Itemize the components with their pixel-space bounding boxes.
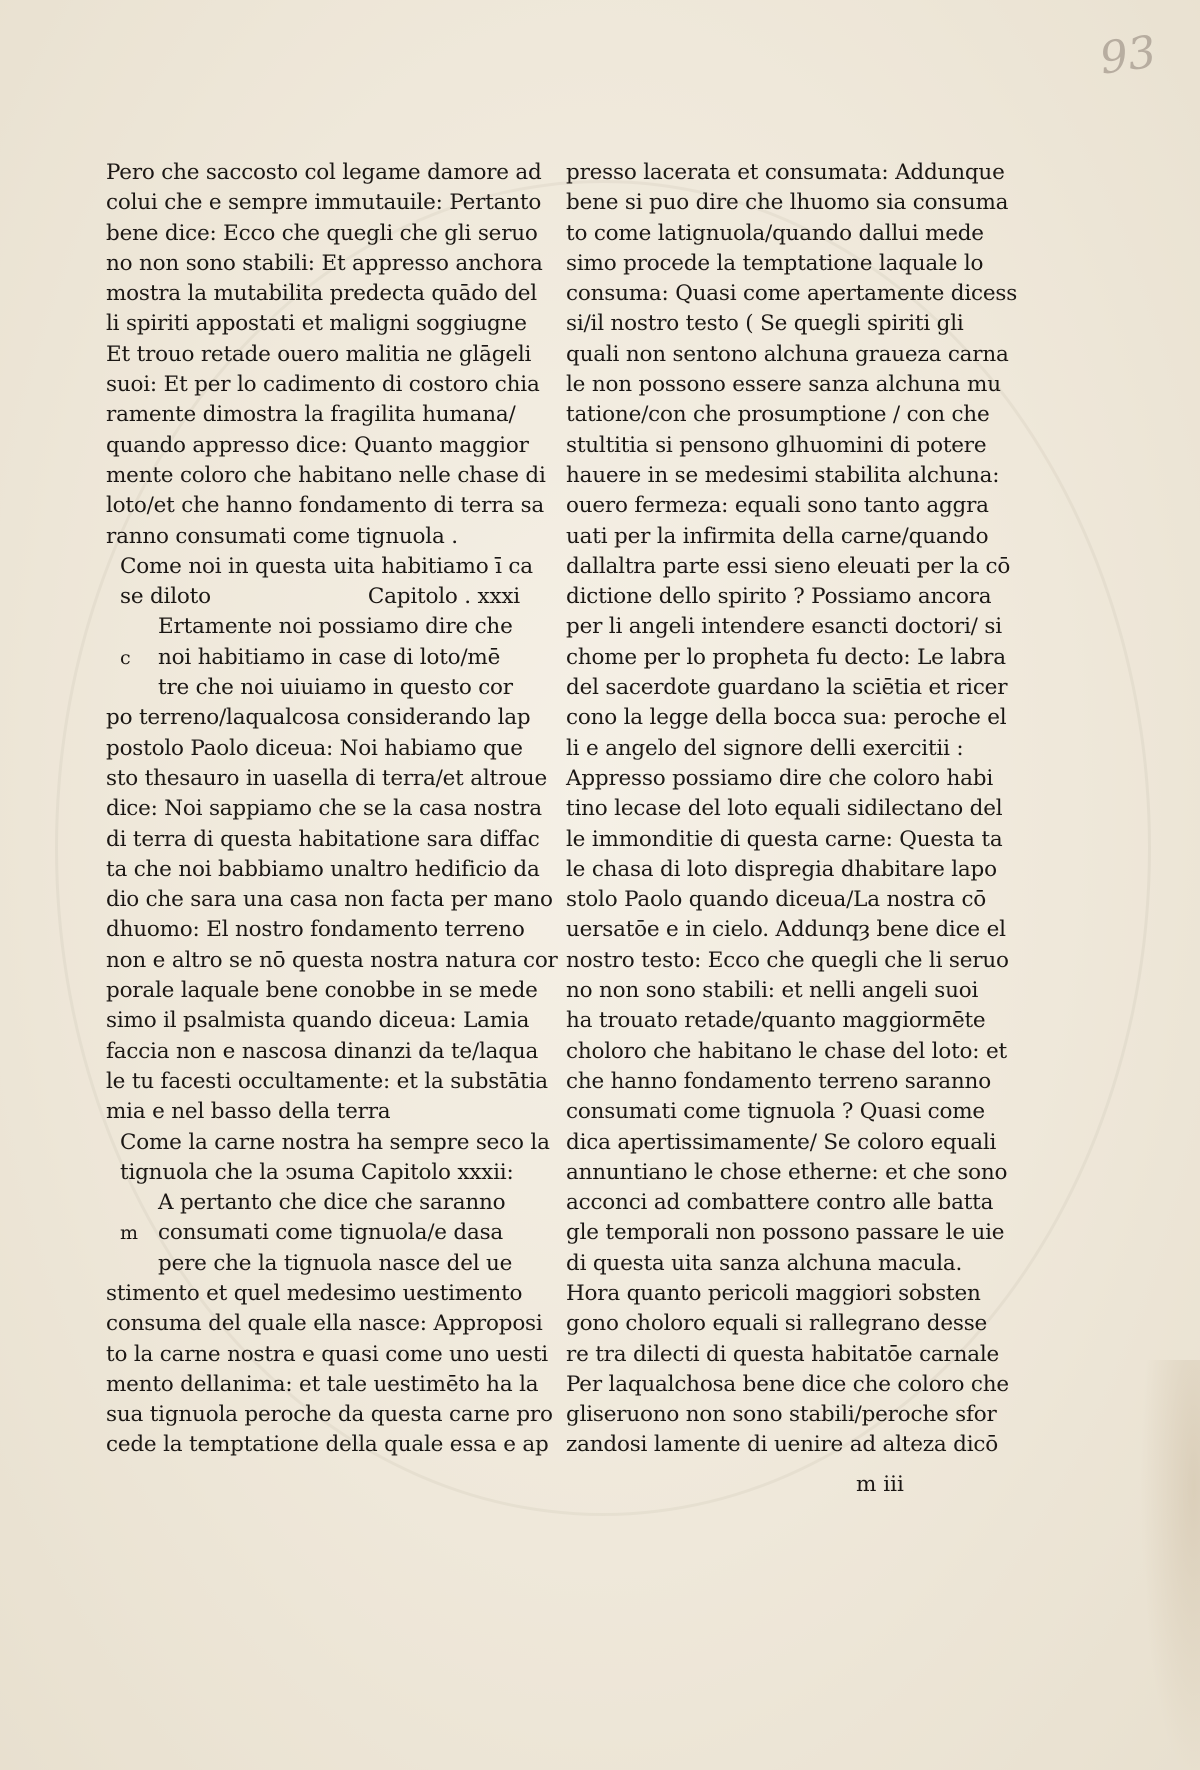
text-line: ha trouato retade/quanto maggiormēte [566, 1008, 986, 1034]
chapter-heading-31-line-1: Come noi in questa uita habitiamo ī ca [120, 553, 533, 579]
initial-line-2 [106, 643, 526, 673]
left-paragraph-1 [106, 158, 546, 552]
chapter-heading-32-line-2: tignuola che la ↄsuma Capitolo xxxii: [120, 1159, 514, 1185]
text-line: noi habitiamo in case di loto/mē [158, 644, 501, 670]
text-line: Per laqualchosa bene dice che coloro che [566, 1371, 1009, 1397]
text-line: simo il psalmista quando diceua: Lamia [106, 1008, 530, 1034]
text-line: postolo Paolo diceua: Noi habiamo que [106, 735, 523, 761]
text-line: le chasa di loto dispregia dhabitare lapo [566, 856, 997, 882]
initial-line-1 [106, 612, 526, 642]
text-line: dhuomo: El nostro fondamento terreno [106, 917, 525, 943]
initial-line-2 [106, 1218, 526, 1248]
text-line: tre che noi uiuiamo in questo cor [158, 675, 513, 701]
text-line: Et trouo retade ouero malitia ne glāgeli [106, 341, 532, 367]
folio-number: 93 [1096, 26, 1160, 85]
text-line: hauere in se medesimi stabilita alchuna: [566, 462, 1000, 488]
text-line: Hora quanto pericoli maggiori sobsten [566, 1280, 981, 1306]
chapter-number-label: Capitolo . xxxi [367, 584, 520, 610]
text-line: A pertanto che dice che saranno [158, 1190, 506, 1216]
signature-mark: m iii [856, 1472, 904, 1497]
text-line: suoi: Et per lo cadimento di costoro chia [106, 372, 540, 398]
text-line: tatione/con che prosumptione / con che [566, 402, 990, 428]
text-line: annuntiano le chose etherne: et che sono [566, 1159, 1008, 1185]
text-line: mostra la mutabilita predecta quādo del [106, 281, 537, 307]
text-line: stolo Paolo quando diceua/La nostra cō [566, 887, 987, 913]
text-line: li spiriti appostati et maligni soggiugne [106, 311, 527, 337]
text-line: re tra dilecti di questa habitatōe carnale [566, 1341, 1000, 1367]
text-line: loto/et che hanno fondamento di terra sa [106, 493, 545, 519]
text-line: no non sono stabili: et nelli angeli suoi [566, 978, 979, 1004]
text-line: Ertamente noi possiamo dire che [158, 614, 513, 640]
text-line: ta che noi babbiamo unaltro hedificio da [106, 856, 540, 882]
text-line: ranno consumati come tignuola . [106, 523, 458, 549]
right-column [566, 158, 1018, 1461]
text-line: che hanno fondamento terreno saranno [566, 1068, 991, 1094]
text-line: per li angeli intendere esancti doctori/ si [566, 614, 1002, 640]
text-line: nostro testo: Ecco che quegli che li seruo [566, 947, 1009, 973]
text-line: consumati come tignuola/e dasa [158, 1220, 504, 1246]
text-line: to come latignuola/quando dallui mede [566, 220, 984, 246]
text-line: consuma del quale ella nasce: Approposi [106, 1311, 543, 1337]
text-line: cono la legge della bocca sua: peroche el [566, 705, 1007, 731]
text-line: dallaltra parte essi sieno eleuati per la cō [566, 553, 1011, 579]
text-line: di questa uita sanza alchuna macula. [566, 1250, 963, 1276]
text-line: pere che la tignuola nasce del ue [158, 1250, 513, 1276]
text-line: dio che sara una casa non facta per mano [106, 887, 553, 913]
edge-stain [1140, 1360, 1200, 1770]
text-line: bene si puo dire che lhuomo sia consuma [566, 190, 1009, 216]
text-line: chome per lo propheta fu decto: Le labra [566, 644, 1006, 670]
text-line: no non sono stabili: Et appresso anchora [106, 250, 543, 276]
text-line: mia e nel basso della terra [106, 1099, 391, 1125]
chapter-heading-32-line-1: Come la carne nostra ha sempre seco la [120, 1129, 550, 1155]
text-line: choloro che habitano le chase del loto: et [566, 1038, 1007, 1064]
text-line: le immonditie di questa carne: Questa ta [566, 826, 1003, 852]
left-column [106, 158, 558, 1461]
text-line: quali non sentono alchuna graueza carna [566, 341, 1009, 367]
text-line: Appresso possiamo dire che coloro habi [566, 765, 994, 791]
text-line: del sacerdote guardano la sciētia et ricer [566, 675, 1008, 701]
text-line: colui che e sempre immutauile: Pertanto [106, 190, 542, 216]
guide-letter-c: c [120, 646, 131, 669]
right-text [566, 158, 1018, 1461]
text-line: bene dice: Ecco che quegli che gli seruo [106, 220, 538, 246]
text-line: faccia non e nascosa dinanzi da te/laqua [106, 1038, 539, 1064]
text-line: sua tignuola peroche da questa carne pro [106, 1402, 553, 1428]
text-line: di terra di questa habitatione sara diffac [106, 826, 540, 852]
initial-line-1 [106, 1188, 526, 1218]
text-line: dice: Noi sappiamo che se la casa nostra [106, 796, 542, 822]
text-line: presso lacerata et consumata: Addunque [566, 160, 1005, 185]
text-line: acconci ad combattere contro alle batta [566, 1190, 994, 1216]
text-line: uati per la infirmita della carne/quando [566, 523, 989, 549]
text-line: quando appresso dice: Quanto maggior [106, 432, 529, 458]
text-line: consuma: Quasi come apertamente dicess [566, 281, 1018, 307]
text-line: simo procede la temptatione laquale lo [566, 250, 984, 276]
text-line: dictione dello spirito ? Possiamo ancora [566, 584, 992, 610]
left-paragraph-2 [106, 703, 558, 1127]
text-line: le non possono essere sanza alchuna mu [566, 372, 1001, 398]
text-line: Pero che saccosto col legame damore ad [106, 160, 542, 185]
text-line: consumati come tignuola ? Quasi come [566, 1099, 985, 1125]
text-line: uersatōe e in cielo. Addunqȝ bene dice el [566, 917, 1006, 943]
text-line: stultitia si pensono glhuomini di potere [566, 432, 987, 458]
chapter-heading-31-line-2 [106, 582, 526, 612]
text-line: gono choloro equali si rallegrano desse [566, 1311, 988, 1337]
left-paragraph-3 [106, 1279, 553, 1461]
initial-line-3 [106, 1249, 526, 1279]
text-line: sto thesauro in uasella di terra/et altroue [106, 765, 547, 791]
text-line: ouero fermeza: equali sono tanto aggra [566, 493, 989, 519]
text-line: dica apertissimamente/ Se coloro equali [566, 1129, 997, 1155]
text-line: po terreno/laqualcosa considerando lap [106, 705, 531, 731]
text-line: ramente dimostra la fragilita humana/ [106, 402, 516, 428]
text-line: gle temporali non possono passare le uie [566, 1220, 1005, 1246]
text-line: porale laquale bene conobbe in se mede [106, 978, 538, 1004]
text-line: mento dellanima: et tale uestimēto ha la [106, 1371, 539, 1397]
text-line: stimento et quel medesimo uestimento [106, 1280, 523, 1306]
text-line: cede la temptatione della quale essa e ap [106, 1432, 549, 1458]
text-line: mente coloro che habitano nelle chase di [106, 462, 546, 488]
text-line: zandosi lamente di uenire ad alteza dicō [566, 1432, 998, 1458]
text-line: tino lecase del loto equali sidilectano del [566, 796, 1003, 822]
initial-line-3 [106, 673, 526, 703]
text-line: le tu facesti occultamente: et la substātia [106, 1068, 548, 1094]
text-line: to la carne nostra e quasi come uno uesti [106, 1341, 548, 1367]
text-line: li e angelo del signore delli exercitii : [566, 735, 964, 761]
guide-letter-m: m [120, 1222, 138, 1245]
text-line: gliseruono non sono stabili/peroche sfor [566, 1402, 997, 1428]
text-line: non e altro se nō questa nostra natura cor [106, 947, 558, 973]
chapter-heading-text: se diloto [120, 584, 211, 610]
text-line: si/il nostro testo ( Se quegli spiriti gli [566, 311, 964, 337]
